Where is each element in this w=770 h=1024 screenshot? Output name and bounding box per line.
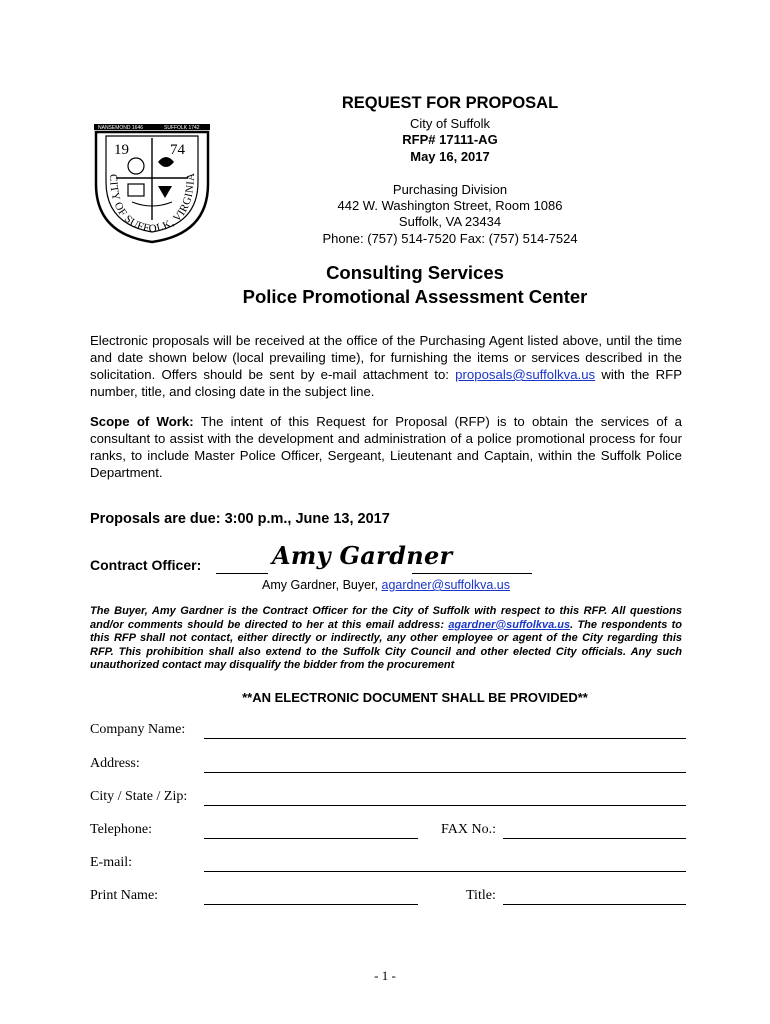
proposals-email-link[interactable]: proposals@suffolkva.us <box>455 367 596 382</box>
scope-paragraph <box>90 413 682 481</box>
title-field[interactable] <box>503 904 686 905</box>
scope-text: The intent of this Request for Proposal (RFP) is to obtain the services of a consultant to assist with the development and administration of a police promotional process for four ranks, to include Master Police Officer, Sergeant, Lieutenant and Captain, within the Suffolk Police Department. <box>90 414 682 480</box>
intro-text-after: with the RFP number, title, and closing date in the subject line. <box>90 367 682 399</box>
intro-paragraph <box>90 332 682 400</box>
city-state-zip-label: City / State / Zip: <box>90 789 188 804</box>
scope-label: Scope of Work: <box>90 414 194 429</box>
telephone-label: Telephone: <box>90 822 152 837</box>
print-name-field[interactable] <box>204 904 418 905</box>
signature: Amy Gardner <box>272 541 453 570</box>
company-name-label: Company Name: <box>90 722 186 737</box>
signature-line-right <box>412 573 532 574</box>
buyer-notice-text: The Buyer, Amy Gardner is the Contract Officer for the City of Suffolk with respect to this RFP. All questions and/or comments should be directed to her at this email address: <box>90 605 682 631</box>
phone-fax: Phone: (757) 514-7520 Fax: (757) 514-7524 <box>322 231 578 246</box>
issue-date: May 16, 2017 <box>410 149 490 164</box>
seal-year-left: 19 <box>114 142 129 158</box>
print-name-label: Print Name: <box>90 888 159 903</box>
buyer-notice-text-after: . The respondents to this RFP shall not contact, either directly or indirectly, any other employee or agent of the City regarding this RFP. This prohibition shall also extend to the Suffolk City Council and other elected City officials. Any such unauthorized contact may disqualify the bidder from the procurement <box>90 618 682 672</box>
project-title-line1: Consulting Services <box>326 262 504 283</box>
project-title-line2: Police Promotional Assessment Center <box>242 286 588 307</box>
proposals-due: Proposals are due: 3:00 p.m., June 13, 2017 <box>90 511 390 527</box>
address-label: Address: <box>90 756 140 771</box>
city-state-zip: Suffolk, VA 23434 <box>398 214 502 229</box>
fax-label: FAX No.: <box>441 822 496 837</box>
city-state-zip-field[interactable] <box>204 805 686 806</box>
division-name: Purchasing Division <box>392 182 508 197</box>
city-seal-logo <box>92 122 212 244</box>
intro-text: Electronic proposals will be received at the office of the Purchasing Agent listed above, until the time and date shown below (local prevailing time), for furnishing the items or services described in the solicitation. Offers should be sent by e-mail attachment to: <box>90 333 682 382</box>
rfp-number: RFP# 17111-AG <box>402 132 498 147</box>
title-label: Title: <box>466 888 496 903</box>
buyer-notice-email-link[interactable]: agardner@suffolkva.us <box>448 618 571 631</box>
signature-line-left <box>216 573 268 574</box>
doc-title: REQUEST FOR PROPOSAL <box>341 94 559 112</box>
page-number: - 1 - <box>374 968 396 983</box>
seal-top-left: NANSEMOND 1646 <box>98 125 144 131</box>
contract-officer-info <box>262 578 510 592</box>
buyer-email-link[interactable]: agardner@suffolkva.us <box>381 578 511 592</box>
company-name-field[interactable] <box>204 738 686 739</box>
seal-top-right: SUFFOLK 1742 <box>164 125 200 131</box>
buyer-notice <box>90 605 682 673</box>
email-label: E-mail: <box>90 855 132 870</box>
buyer-name-title: Amy Gardner, Buyer, <box>262 578 382 592</box>
electronic-document-notice: **AN ELECTRONIC DOCUMENT SHALL BE PROVIDED** <box>242 690 588 705</box>
address-field[interactable] <box>204 772 686 773</box>
telephone-field[interactable] <box>204 838 418 839</box>
fax-field[interactable] <box>503 838 686 839</box>
contract-officer-label: Contract Officer: <box>90 557 202 573</box>
seal-year-right: 74 <box>170 142 185 158</box>
seal-arc-text: CITY OF SUFFOLK, VIRGINIA <box>106 172 198 236</box>
email-field[interactable] <box>204 871 686 872</box>
street-address: 442 W. Washington Street, Room 1086 <box>337 198 563 213</box>
city-name: City of Suffolk <box>410 116 490 131</box>
